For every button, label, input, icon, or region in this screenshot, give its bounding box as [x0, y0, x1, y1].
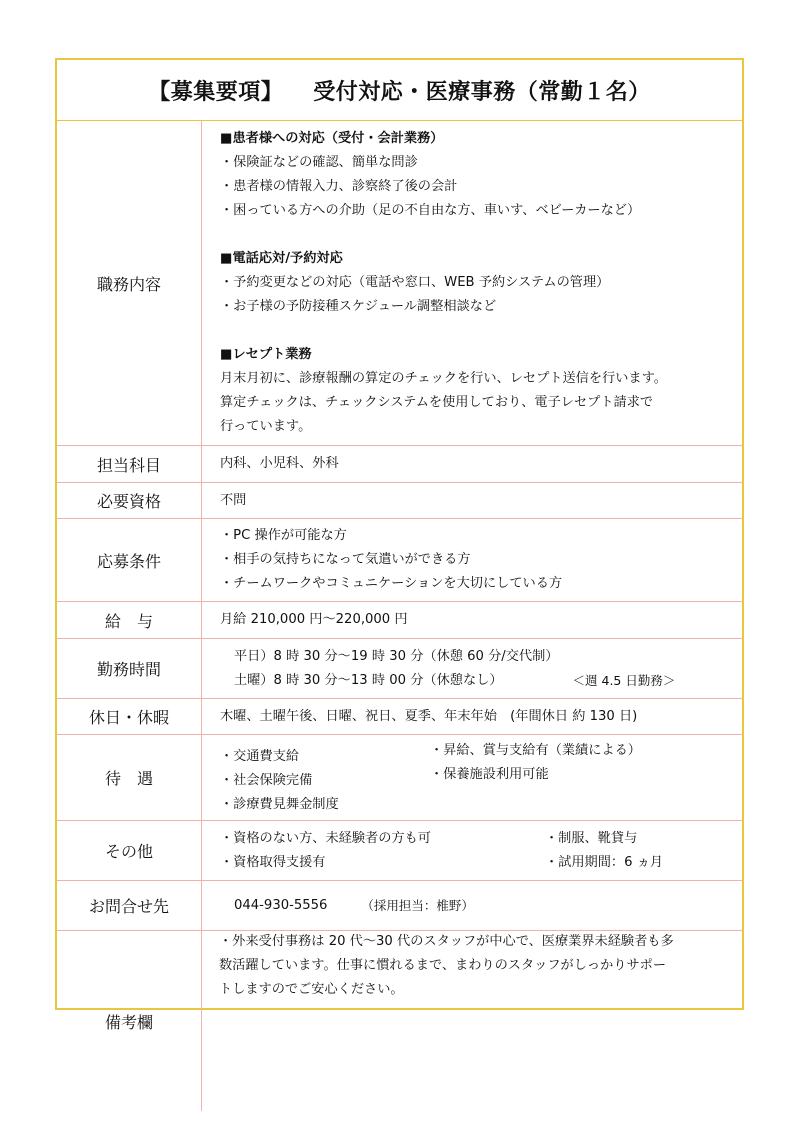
row-hours [57, 639, 742, 699]
duties-section2-heading: ■電話応対/予約対応 [220, 251, 343, 266]
label-duties: 職務内容 [57, 121, 202, 445]
value-holidays: 木曜、土曜午後、日曜、祝日、夏季、年末年始 (年間休日 約 130 日) [220, 708, 638, 724]
hours-weekday: 平日）8 時 30 分～19 時 30 分（休憩 60 分/交代制） [234, 648, 559, 664]
other-item: ・資格取得支援有 [220, 854, 326, 870]
duties-line: 月末月初に、診療報酬の算定のチェックを行い、レセプト送信を行います。 [220, 371, 667, 386]
row-salary [57, 602, 742, 639]
remarks-line: トしますのでご安心ください。 [219, 982, 404, 997]
value-department: 内科、小児科、外科 [220, 456, 339, 471]
row-duties [57, 121, 742, 446]
hours-weekly-note: ＜週 4.5 日勤務＞ [572, 672, 676, 688]
label-hours: 勤務時間 [57, 639, 202, 698]
duties-item: ・患者様の情報入力、診察終了後の会計 [220, 179, 458, 194]
benefit-item: ・昇給、賞与支給有（業績による） [430, 742, 641, 758]
title-sub: 受付対応・医療事務（常勤１名） [313, 79, 651, 105]
row-qualification [57, 483, 742, 519]
benefit-item: ・社会保険完備 [220, 772, 313, 788]
duties-item: ・お子様の予防接種スケジュール調整相談など [220, 299, 497, 314]
hours-saturday: 土曜）8 時 30 分～13 時 00 分（休憩なし） [234, 672, 503, 688]
duties-item: ・保険証などの確認、簡単な問診 [220, 155, 418, 170]
label-holidays: 休日・休暇 [57, 699, 202, 734]
condition-item: ・相手の気持ちになって気遣いができる方 [220, 552, 471, 567]
row-other [57, 821, 742, 881]
duties-section3-heading: ■レセプト業務 [220, 347, 312, 362]
duties-item: ・予約変更などの対応（電話や窓口、WEB 予約システムの管理） [220, 275, 610, 290]
label-department: 担当科目 [57, 446, 202, 482]
condition-item: ・PC 操作が可能な方 [220, 528, 347, 543]
label-remarks: 備考欄 [57, 931, 202, 1111]
value-salary: 月給 210,000 円～220,000 円 [220, 612, 408, 627]
other-item: ・資格のない方、未経験者の方も可 [220, 830, 431, 846]
duties-line: 算定チェックは、チェックシステムを使用しており、電子レセプト請求で [220, 395, 654, 410]
duties-line: 行っています。 [220, 419, 312, 434]
condition-item: ・チームワークやコミュニケーションを大切にしている方 [220, 576, 563, 591]
other-item: ・制服、靴貸与 [545, 830, 638, 846]
title-main: 【募集要項】 [148, 79, 284, 105]
benefit-item: ・交通費支給 [220, 748, 300, 764]
label-other: その他 [57, 821, 202, 880]
value-other [202, 821, 742, 880]
page-title [57, 60, 742, 121]
benefit-item: ・保養施設利用可能 [430, 766, 549, 782]
value-conditions [202, 519, 742, 601]
value-duties [202, 121, 742, 445]
label-benefits: 待 遇 [57, 735, 202, 820]
row-holidays [57, 699, 742, 735]
label-salary: 給 与 [57, 602, 202, 638]
remarks-line: 数活躍しています。仕事に慣れるまで、まわりのスタッフがしっかりサポー [219, 958, 667, 973]
label-qualification: 必要資格 [57, 483, 202, 518]
duties-item: ・困っている方への介助（足の不自由な方、車いす、ベビーカーなど） [220, 203, 641, 218]
contact-person: （採用担当：椎野） [361, 897, 474, 913]
value-benefits [202, 735, 742, 820]
label-conditions: 応募条件 [57, 519, 202, 601]
remarks-text [219, 930, 739, 1002]
value-qualification: 不問 [220, 492, 247, 508]
remarks-line: ・外来受付事務は 20 代～30 代のスタッフが中心で、医療業界未経験者も多 [219, 934, 674, 949]
row-department [57, 446, 742, 483]
benefit-item: ・診療費見舞金制度 [220, 796, 339, 812]
value-hours [202, 639, 742, 698]
other-item: ・試用期間：6 ヵ月 [545, 854, 664, 870]
label-contact: お問合せ先 [57, 881, 202, 930]
row-conditions [57, 519, 742, 602]
row-benefits [57, 735, 742, 821]
recruitment-sheet [55, 58, 744, 1032]
duties-section1-heading: ■患者様への対応（受付・会計業務） [220, 131, 444, 146]
contact-phone: 044-930-5556 [234, 897, 328, 913]
